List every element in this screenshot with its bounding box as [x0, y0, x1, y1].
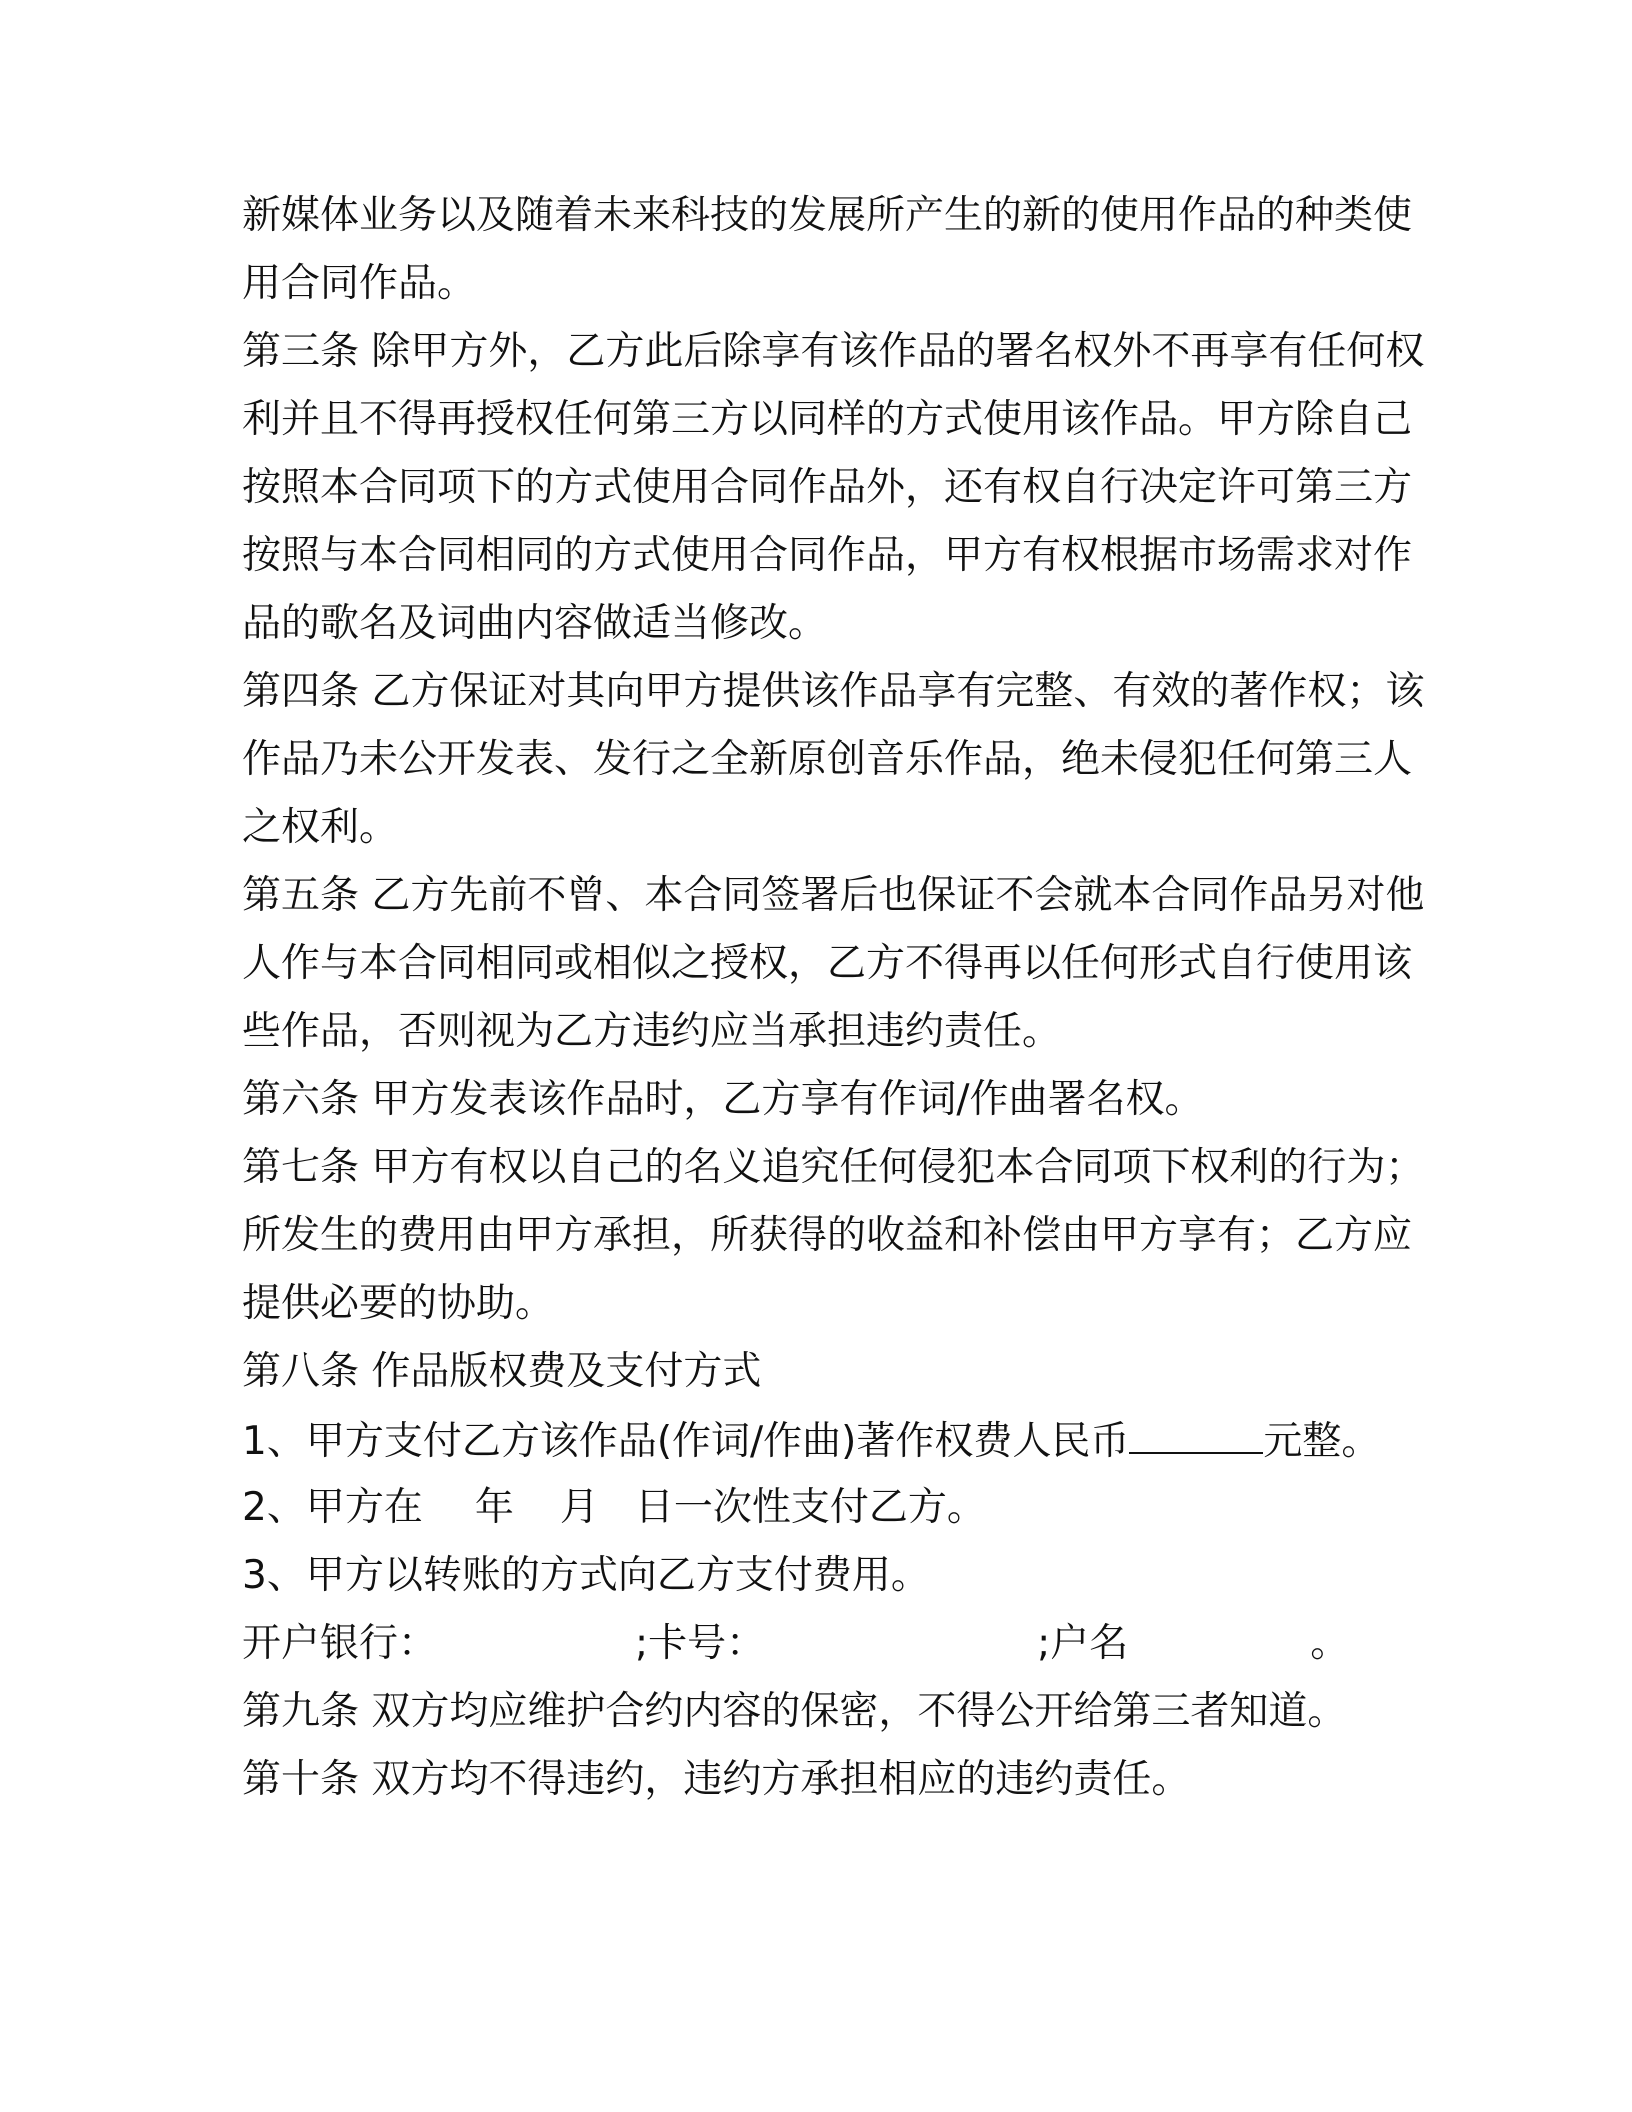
text-line: 品的歌名及词曲内容做适当修改。	[242, 601, 828, 646]
fee-unit: 元整。	[1263, 1419, 1381, 1464]
text-line: 作品乃未公开发表、发行之全新原创音乐作品，绝未侵犯任何第三人	[242, 737, 1413, 782]
text-line: 利并且不得再授权任何第三方以同样的方式使用该作品。甲方除自己	[242, 397, 1413, 442]
article-9-line: 第九条 双方均应维护合约内容的保密，不得公开给第三者知道。	[242, 1689, 1347, 1734]
account-name-label: ;户名	[1037, 1621, 1129, 1666]
day-suffix: 日一次性支付乙方。	[634, 1485, 986, 1530]
article-6-line: 第六条 甲方发表该作品时，乙方享有作词/作曲署名权。	[242, 1077, 1204, 1122]
payment-date-line	[242, 1474, 1392, 1542]
text-line: 人作与本合同相同或相似之授权，乙方不得再以任何形式自行使用该	[242, 941, 1413, 986]
article-10-line: 第十条 双方均不得违约，违约方承担相应的违约责任。	[242, 1757, 1191, 1802]
transfer-line: 3、甲方以转账的方式向乙方支付费用。	[242, 1553, 930, 1598]
text-line: 新媒体业务以及随着未来科技的发展所产生的新的使用作品的种类使	[242, 193, 1413, 238]
card-label: ;卡号：	[635, 1621, 766, 1666]
article-5-line: 第五条 乙方先前不曾、本合同签署后也保证不会就本合同作品另对他	[242, 873, 1425, 918]
bank-line-end: 。	[1310, 1621, 1350, 1666]
fee-blank	[1129, 1406, 1263, 1454]
fee-line	[242, 1406, 1392, 1474]
article-8-heading: 第八条 作品版权费及支付方式	[242, 1349, 762, 1394]
text-line: 些作品，否则视为乙方违约应当承担违约责任。	[242, 1009, 1062, 1054]
text-line: 按照本合同项下的方式使用合同作品外，还有权自行决定许可第三方	[242, 465, 1413, 510]
document-page	[242, 182, 1425, 1814]
year-label: 年	[474, 1485, 514, 1530]
text-line: 按照与本合同相同的方式使用合同作品，甲方有权根据市场需求对作	[242, 533, 1413, 578]
text-line: 之权利。	[242, 805, 399, 850]
fee-text: 1、甲方支付乙方该作品(作词/作曲)著作权费人民币	[242, 1419, 1130, 1464]
date-prefix: 2、甲方在	[242, 1485, 423, 1530]
text-line: 所发生的费用由甲方承担，所获得的收益和补偿由甲方享有；乙方应	[242, 1213, 1413, 1258]
article-3-line: 第三条 除甲方外，乙方此后除享有该作品的署名权外不再享有任何权	[242, 329, 1425, 374]
text-line: 提供必要的协助。	[242, 1281, 555, 1326]
article-7-line: 第七条 甲方有权以自己的名义追究任何侵犯本合同项下权利的行为；	[242, 1145, 1425, 1190]
month-label: 月	[559, 1485, 599, 1530]
bank-info-line	[242, 1610, 1392, 1678]
text-line: 用合同作品。	[242, 261, 477, 306]
bank-label: 开户银行：	[242, 1621, 438, 1666]
article-4-line: 第四条 乙方保证对其向甲方提供该作品享有完整、有效的著作权；该	[242, 669, 1425, 714]
